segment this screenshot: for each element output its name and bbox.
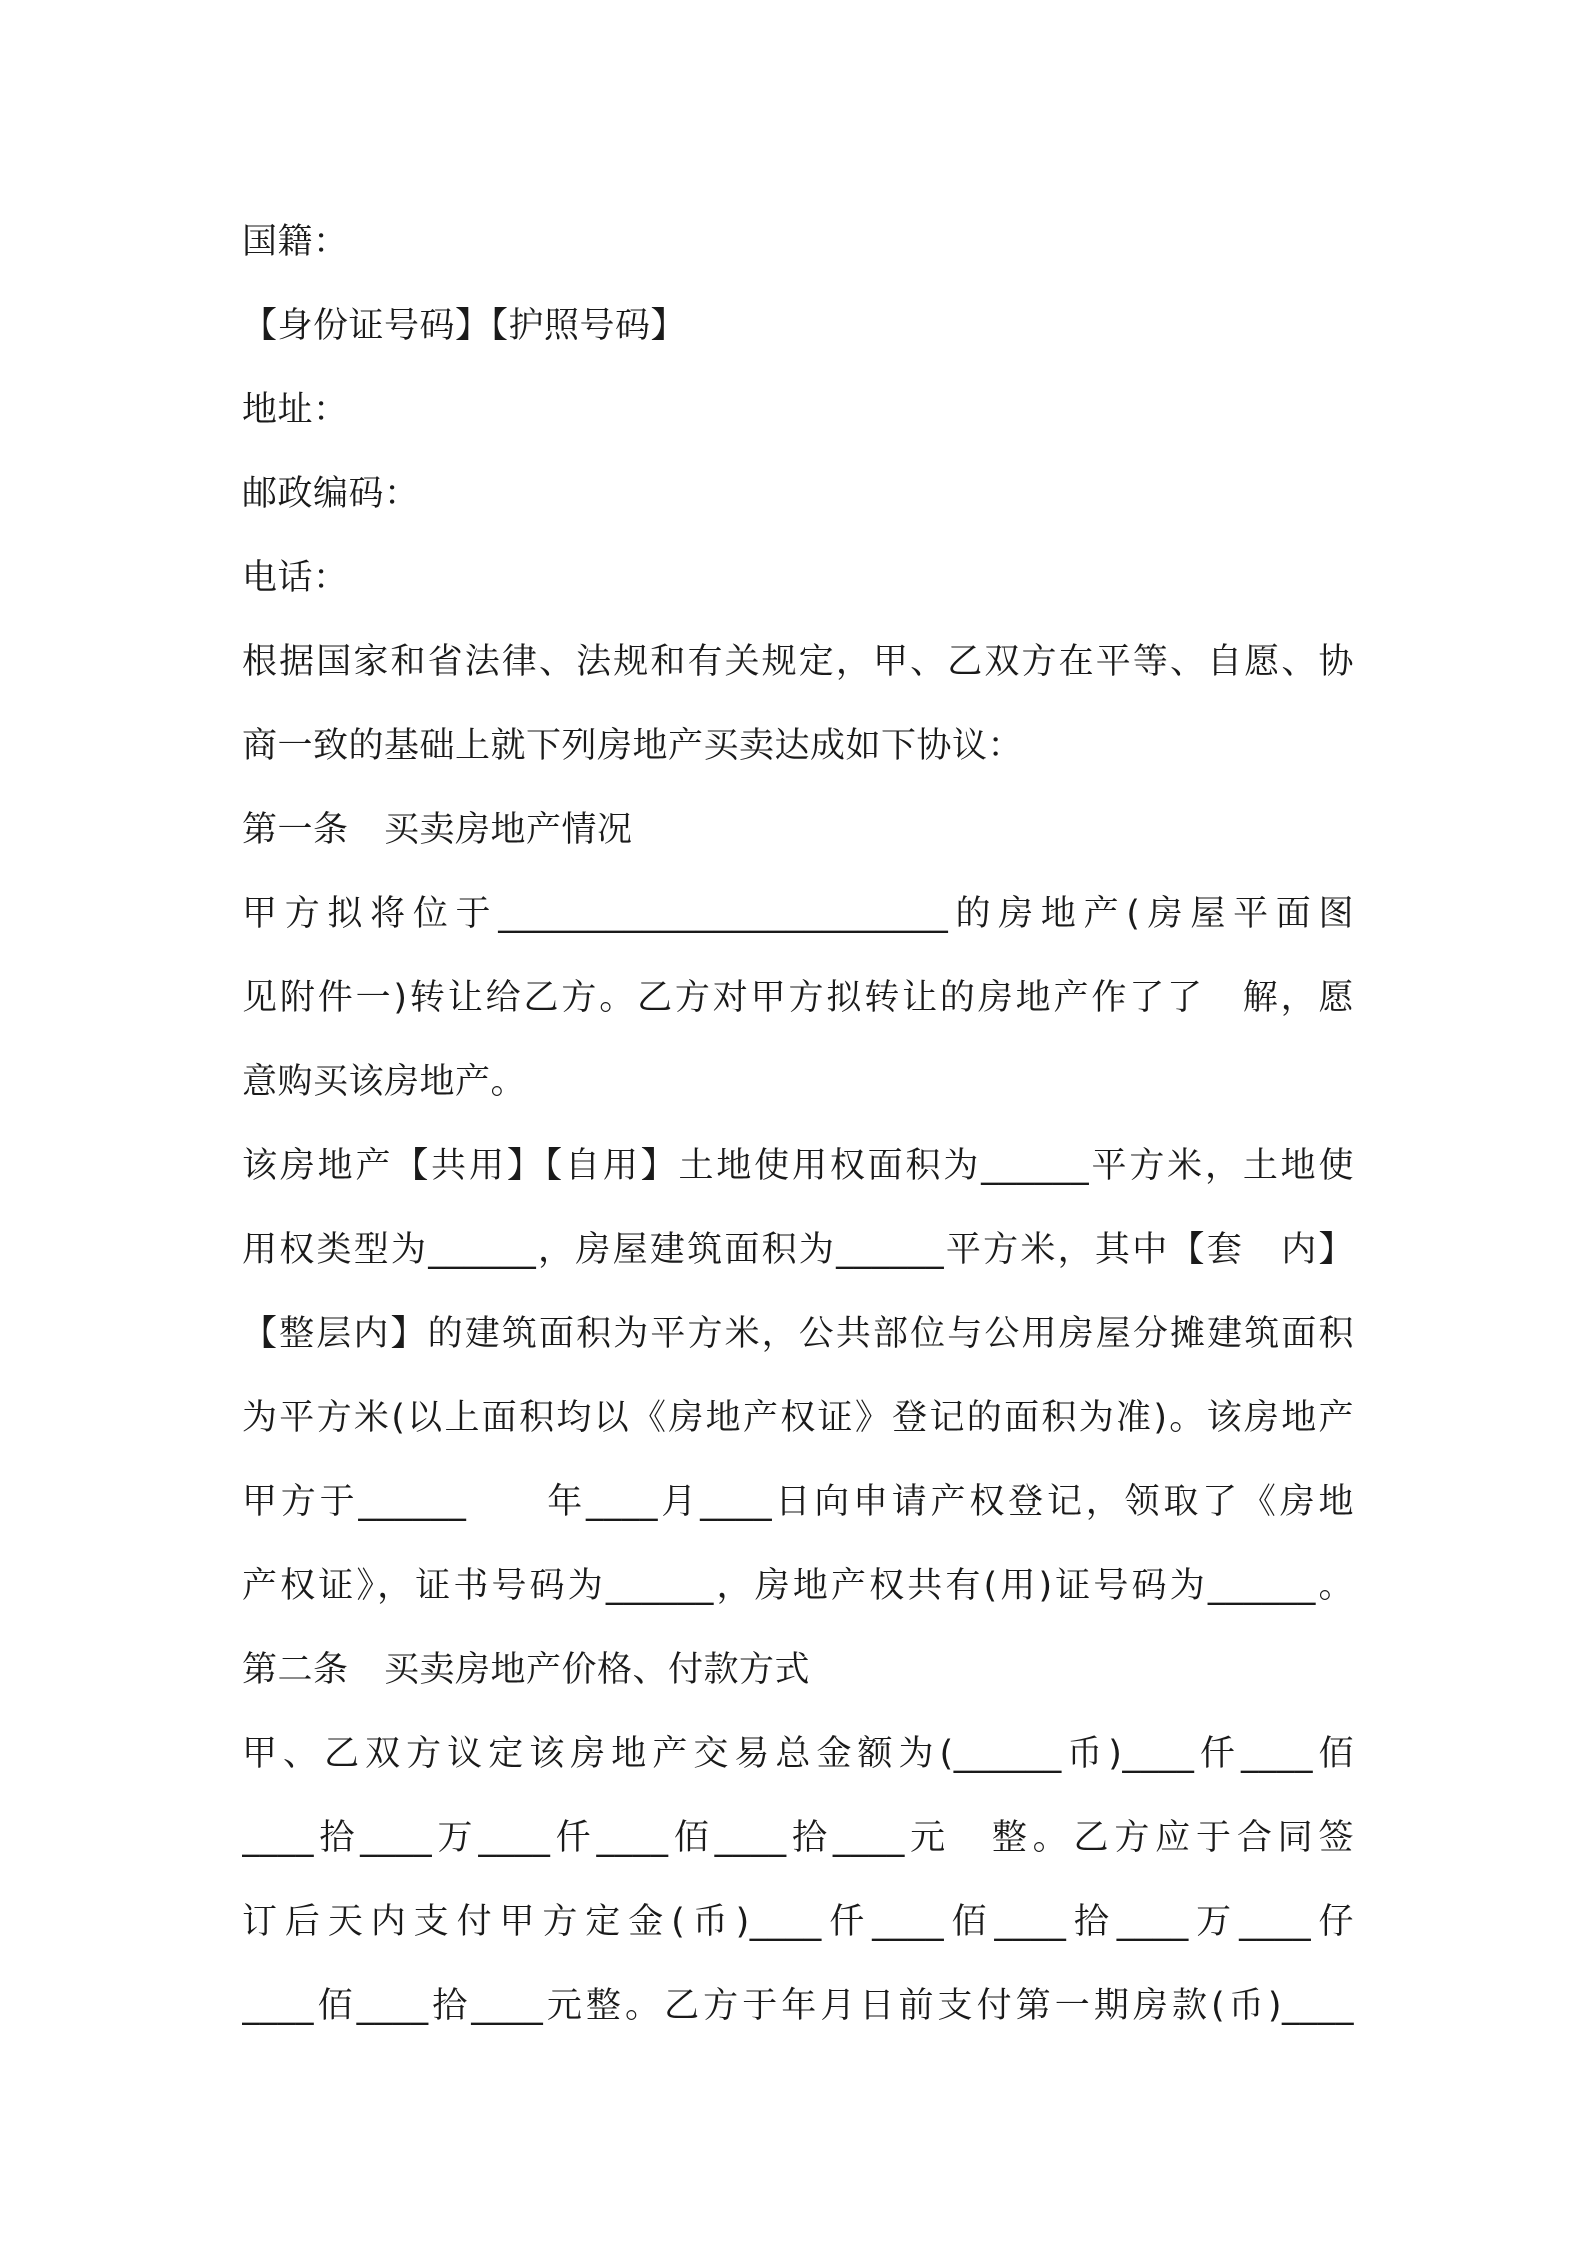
article-two-heading: 第二条 买卖房地产价格、付款方式 (242, 1650, 811, 1690)
article-two-text-line: 甲、乙双方议定该房地产交易总金额为(______币)____仟____佰 (242, 1734, 1354, 1774)
preamble-line: 商一致的基础上就下列房地产买卖达成如下协议： (242, 726, 1024, 766)
property-area-text-line: 为平方米(以上面积均以《房地产权证》登记的面积为准)。该房地产 (242, 1398, 1354, 1438)
property-area-text-line: 该房地产【共用】【自用】土地使用权面积为______平方米，土地使 (242, 1146, 1354, 1186)
property-area-text-line: 产权证》，证书号码为______，房地产权共有(用)证号码为______。 (242, 1566, 1354, 1606)
article-one-text-line: 意购买该房地产。 (242, 1062, 527, 1102)
id-passport-number-label: 【身份证号码】【护照号码】 (242, 306, 687, 346)
article-one-text-line: 甲方拟将位于_________________________的房地产(房屋平面图 (242, 894, 1354, 934)
article-two-text-line: ____佰____拾____元整。乙方于年月日前支付第一期房款(币)____ (242, 1986, 1354, 2026)
preamble-line: 根据国家和省法律、法规和有关规定，甲、乙双方在平等、自愿、协 (242, 642, 1354, 682)
property-area-text-line: 甲方于______ 年____月____日向申请产权登记，领取了《房地 (242, 1482, 1354, 1522)
property-area-text-line: 用权类型为______，房屋建筑面积为______平方米，其中【套 内】 (242, 1230, 1354, 1270)
phone-field-label: 电话： (242, 558, 349, 598)
article-one-text-line: 见附件一)转让给乙方。乙方对甲方拟转让的房地产作了了 解，愿 (242, 978, 1354, 1018)
property-area-text-line: 【整层内】的建筑面积为平方米，公共部位与公用房屋分摊建筑面积 (242, 1314, 1354, 1354)
address-field-label: 地址： (242, 390, 349, 430)
article-two-text-line: 订后天内支付甲方定金(币)____仟____佰____拾____万____仔 (242, 1902, 1354, 1942)
document-body (242, 200, 1354, 2048)
article-one-heading: 第一条 买卖房地产情况 (242, 810, 633, 850)
nationality-field-label: 国籍： (242, 222, 349, 262)
article-two-text-line: ____拾____万____仟____佰____拾____元 整。乙方应于合同签 (242, 1818, 1354, 1858)
postal-code-field-label: 邮政编码： (242, 474, 420, 514)
